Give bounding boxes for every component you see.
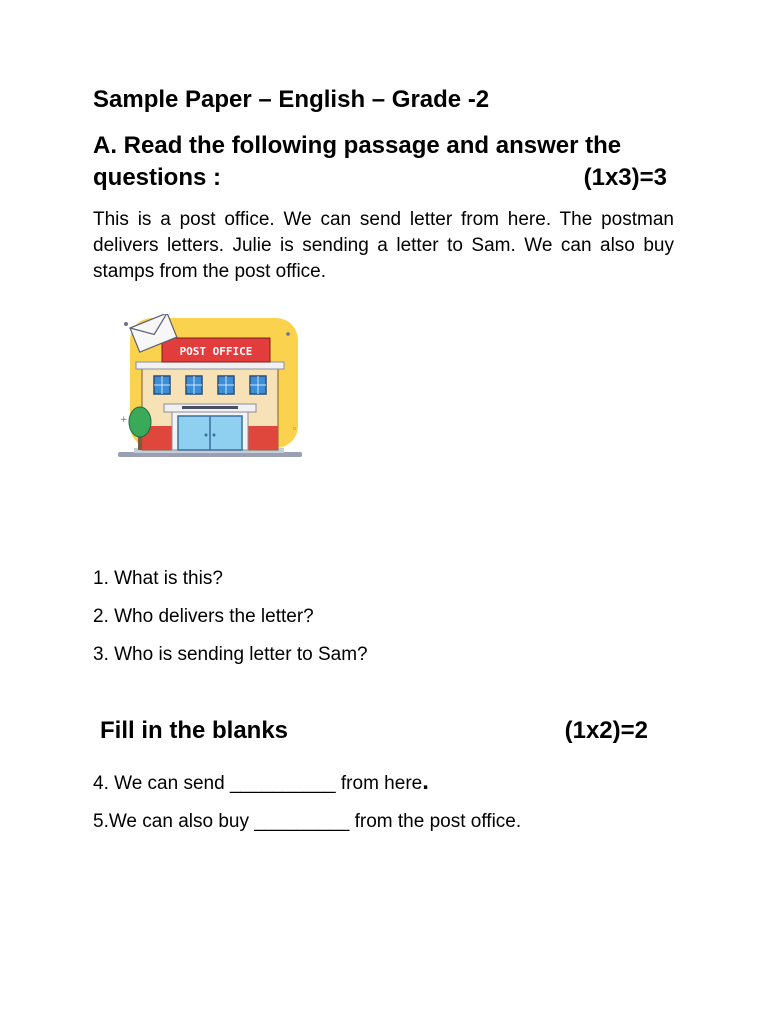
fill-blank-4-text: 4. We can send __________ from here (93, 773, 423, 794)
page-title: Sample Paper – English – Grade -2 (93, 86, 490, 113)
section-b-marks: (1x2)=2 (564, 717, 648, 744)
reading-passage: This is a post office. We can send letter from here. The postman delivers letters. Julie is sending a letter to Sam. We can also buy stamps from the post office. (93, 209, 674, 282)
section-a-heading-line2: questions : (93, 164, 222, 191)
section-a-heading (93, 130, 675, 194)
fill-blank-5 (93, 811, 521, 833)
section-b-heading (100, 717, 648, 745)
svg-text:+: + (120, 415, 128, 425)
section-b-title: Fill in the blanks (100, 717, 289, 744)
fill-blank-5-text: 5.We can also buy _________ from the post office. (93, 811, 522, 832)
section-a-marks: (1x3)=3 (583, 164, 667, 191)
post-office-sign: POST OFFICE (179, 345, 253, 358)
svg-text:◦: ◦ (292, 425, 298, 435)
section-a-heading-line1: A. Read the following passage and answer the (93, 132, 622, 159)
fill-blank-4-period: . (422, 768, 429, 795)
question-2: 2. Who delivers the letter? (93, 606, 314, 627)
section-a-heading-row2 (93, 162, 675, 194)
question-1: 1. What is this? (93, 568, 223, 589)
question-3: 3. Who is sending letter to Sam? (93, 644, 368, 665)
fill-blank-4 (93, 770, 429, 795)
post-office-illustration (112, 314, 308, 464)
